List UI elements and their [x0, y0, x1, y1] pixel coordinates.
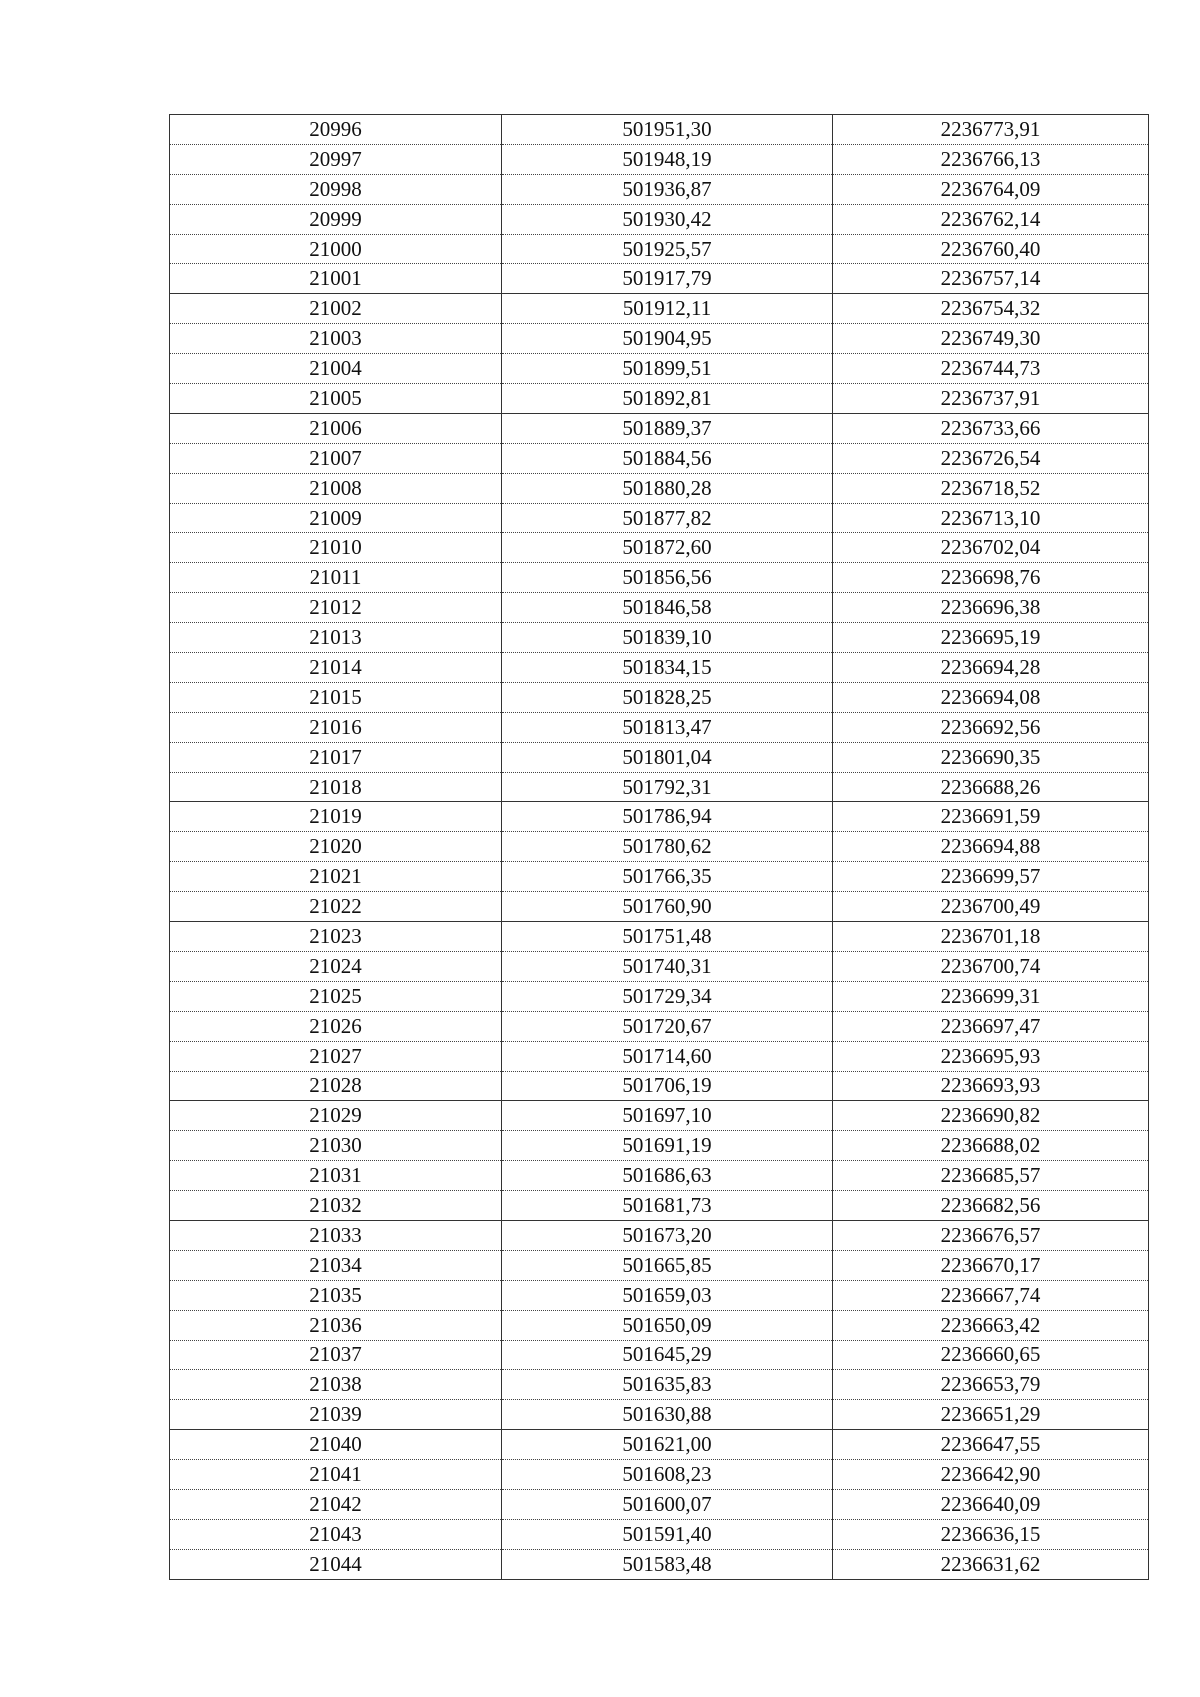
point-number-cell: 21036 [170, 1310, 502, 1340]
table-row [170, 1161, 1149, 1191]
table-row [170, 1460, 1149, 1490]
y-coordinate-cell: 2236676,57 [833, 1220, 1149, 1250]
point-number-cell: 21029 [170, 1101, 502, 1131]
point-number-cell: 21013 [170, 623, 502, 653]
x-coordinate-cell: 501681,73 [502, 1191, 833, 1221]
table-row [170, 1071, 1149, 1101]
table-row [170, 1041, 1149, 1071]
table-row [170, 443, 1149, 473]
point-number-cell: 21030 [170, 1131, 502, 1161]
point-number-cell: 21005 [170, 384, 502, 414]
x-coordinate-cell: 501892,81 [502, 384, 833, 414]
x-coordinate-cell: 501650,09 [502, 1310, 833, 1340]
y-coordinate-cell: 2236636,15 [833, 1519, 1149, 1549]
y-coordinate-cell: 2236660,65 [833, 1340, 1149, 1370]
x-coordinate-cell: 501834,15 [502, 653, 833, 683]
table-row [170, 234, 1149, 264]
point-number-cell: 21021 [170, 862, 502, 892]
x-coordinate-cell: 501899,51 [502, 354, 833, 384]
table-row [170, 682, 1149, 712]
table-row [170, 1101, 1149, 1131]
x-coordinate-cell: 501846,58 [502, 593, 833, 623]
y-coordinate-cell: 2236762,14 [833, 204, 1149, 234]
table-row [170, 204, 1149, 234]
point-number-cell: 21039 [170, 1400, 502, 1430]
x-coordinate-cell: 501839,10 [502, 623, 833, 653]
y-coordinate-cell: 2236733,66 [833, 413, 1149, 443]
table-row [170, 1310, 1149, 1340]
table-row [170, 1340, 1149, 1370]
point-number-cell: 21027 [170, 1041, 502, 1071]
x-coordinate-cell: 501801,04 [502, 742, 833, 772]
x-coordinate-cell: 501686,63 [502, 1161, 833, 1191]
x-coordinate-cell: 501889,37 [502, 413, 833, 443]
point-number-cell: 20998 [170, 174, 502, 204]
point-number-cell: 21010 [170, 533, 502, 563]
y-coordinate-cell: 2236699,31 [833, 981, 1149, 1011]
y-coordinate-cell: 2236688,26 [833, 772, 1149, 802]
y-coordinate-cell: 2236694,88 [833, 832, 1149, 862]
point-number-cell: 21008 [170, 473, 502, 503]
table-row [170, 413, 1149, 443]
x-coordinate-cell: 501813,47 [502, 712, 833, 742]
y-coordinate-cell: 2236694,08 [833, 682, 1149, 712]
x-coordinate-cell: 501828,25 [502, 682, 833, 712]
table-row [170, 892, 1149, 922]
x-coordinate-cell: 501917,79 [502, 264, 833, 294]
x-coordinate-cell: 501904,95 [502, 324, 833, 354]
point-number-cell: 21041 [170, 1460, 502, 1490]
x-coordinate-cell: 501691,19 [502, 1131, 833, 1161]
point-number-cell: 21042 [170, 1489, 502, 1519]
x-coordinate-cell: 501645,29 [502, 1340, 833, 1370]
x-coordinate-cell: 501706,19 [502, 1071, 833, 1101]
x-coordinate-cell: 501930,42 [502, 204, 833, 234]
x-coordinate-cell: 501591,40 [502, 1519, 833, 1549]
table-row [170, 1519, 1149, 1549]
table-row [170, 1131, 1149, 1161]
point-number-cell: 21043 [170, 1519, 502, 1549]
y-coordinate-cell: 2236640,09 [833, 1489, 1149, 1519]
x-coordinate-cell: 501608,23 [502, 1460, 833, 1490]
y-coordinate-cell: 2236651,29 [833, 1400, 1149, 1430]
table-row [170, 951, 1149, 981]
point-number-cell: 21022 [170, 892, 502, 922]
y-coordinate-cell: 2236749,30 [833, 324, 1149, 354]
y-coordinate-cell: 2236691,59 [833, 802, 1149, 832]
table-row [170, 1250, 1149, 1280]
point-number-cell: 21040 [170, 1430, 502, 1460]
x-coordinate-cell: 501948,19 [502, 144, 833, 174]
table-row [170, 115, 1149, 145]
y-coordinate-cell: 2236690,35 [833, 742, 1149, 772]
y-coordinate-cell: 2236631,62 [833, 1549, 1149, 1579]
x-coordinate-cell: 501729,34 [502, 981, 833, 1011]
x-coordinate-cell: 501740,31 [502, 951, 833, 981]
point-number-cell: 21015 [170, 682, 502, 712]
x-coordinate-cell: 501630,88 [502, 1400, 833, 1430]
y-coordinate-cell: 2236642,90 [833, 1460, 1149, 1490]
y-coordinate-cell: 2236697,47 [833, 1011, 1149, 1041]
table-row [170, 742, 1149, 772]
table-row [170, 264, 1149, 294]
y-coordinate-cell: 2236670,17 [833, 1250, 1149, 1280]
y-coordinate-cell: 2236682,56 [833, 1191, 1149, 1221]
coordinates-table [169, 114, 1149, 1580]
x-coordinate-cell: 501583,48 [502, 1549, 833, 1579]
table-row [170, 324, 1149, 354]
x-coordinate-cell: 501659,03 [502, 1280, 833, 1310]
y-coordinate-cell: 2236702,04 [833, 533, 1149, 563]
point-number-cell: 21002 [170, 294, 502, 324]
table-row [170, 653, 1149, 683]
point-number-cell: 21014 [170, 653, 502, 683]
y-coordinate-cell: 2236690,82 [833, 1101, 1149, 1131]
table-row [170, 981, 1149, 1011]
point-number-cell: 21033 [170, 1220, 502, 1250]
point-number-cell: 21003 [170, 324, 502, 354]
x-coordinate-cell: 501780,62 [502, 832, 833, 862]
point-number-cell: 21001 [170, 264, 502, 294]
x-coordinate-cell: 501673,20 [502, 1220, 833, 1250]
table-row [170, 503, 1149, 533]
y-coordinate-cell: 2236700,74 [833, 951, 1149, 981]
table-row [170, 832, 1149, 862]
table-row [170, 1400, 1149, 1430]
x-coordinate-cell: 501856,56 [502, 563, 833, 593]
table-row [170, 294, 1149, 324]
y-coordinate-cell: 2236663,42 [833, 1310, 1149, 1340]
point-number-cell: 21020 [170, 832, 502, 862]
point-number-cell: 21044 [170, 1549, 502, 1579]
y-coordinate-cell: 2236737,91 [833, 384, 1149, 414]
table-row [170, 174, 1149, 204]
table-row [170, 473, 1149, 503]
y-coordinate-cell: 2236754,32 [833, 294, 1149, 324]
point-number-cell: 21035 [170, 1280, 502, 1310]
table-row [170, 1489, 1149, 1519]
point-number-cell: 21004 [170, 354, 502, 384]
x-coordinate-cell: 501872,60 [502, 533, 833, 563]
table-row [170, 802, 1149, 832]
x-coordinate-cell: 501760,90 [502, 892, 833, 922]
y-coordinate-cell: 2236653,79 [833, 1370, 1149, 1400]
y-coordinate-cell: 2236693,93 [833, 1071, 1149, 1101]
point-number-cell: 20999 [170, 204, 502, 234]
table-row [170, 922, 1149, 952]
y-coordinate-cell: 2236766,13 [833, 144, 1149, 174]
y-coordinate-cell: 2236696,38 [833, 593, 1149, 623]
table-row [170, 354, 1149, 384]
table-row [170, 533, 1149, 563]
y-coordinate-cell: 2236744,73 [833, 354, 1149, 384]
table-row [170, 384, 1149, 414]
x-coordinate-cell: 501880,28 [502, 473, 833, 503]
point-number-cell: 21007 [170, 443, 502, 473]
point-number-cell: 21034 [170, 1250, 502, 1280]
x-coordinate-cell: 501766,35 [502, 862, 833, 892]
x-coordinate-cell: 501792,31 [502, 772, 833, 802]
x-coordinate-cell: 501925,57 [502, 234, 833, 264]
y-coordinate-cell: 2236694,28 [833, 653, 1149, 683]
table-row [170, 862, 1149, 892]
table-row [170, 1220, 1149, 1250]
point-number-cell: 21012 [170, 593, 502, 623]
y-coordinate-cell: 2236700,49 [833, 892, 1149, 922]
x-coordinate-cell: 501600,07 [502, 1489, 833, 1519]
x-coordinate-cell: 501665,85 [502, 1250, 833, 1280]
y-coordinate-cell: 2236760,40 [833, 234, 1149, 264]
table-row [170, 144, 1149, 174]
table-row [170, 593, 1149, 623]
table-row [170, 1549, 1149, 1579]
y-coordinate-cell: 2236647,55 [833, 1430, 1149, 1460]
point-number-cell: 21028 [170, 1071, 502, 1101]
point-number-cell: 21019 [170, 802, 502, 832]
point-number-cell: 21006 [170, 413, 502, 443]
y-coordinate-cell: 2236688,02 [833, 1131, 1149, 1161]
point-number-cell: 21000 [170, 234, 502, 264]
point-number-cell: 21018 [170, 772, 502, 802]
coordinates-table-body [170, 115, 1149, 1580]
x-coordinate-cell: 501720,67 [502, 1011, 833, 1041]
y-coordinate-cell: 2236713,10 [833, 503, 1149, 533]
x-coordinate-cell: 501635,83 [502, 1370, 833, 1400]
y-coordinate-cell: 2236773,91 [833, 115, 1149, 145]
point-number-cell: 21017 [170, 742, 502, 772]
y-coordinate-cell: 2236718,52 [833, 473, 1149, 503]
point-number-cell: 21016 [170, 712, 502, 742]
y-coordinate-cell: 2236667,74 [833, 1280, 1149, 1310]
point-number-cell: 21024 [170, 951, 502, 981]
x-coordinate-cell: 501621,00 [502, 1430, 833, 1460]
x-coordinate-cell: 501786,94 [502, 802, 833, 832]
x-coordinate-cell: 501936,87 [502, 174, 833, 204]
y-coordinate-cell: 2236701,18 [833, 922, 1149, 952]
y-coordinate-cell: 2236698,76 [833, 563, 1149, 593]
table-row [170, 1280, 1149, 1310]
table-row [170, 1370, 1149, 1400]
point-number-cell: 21038 [170, 1370, 502, 1400]
point-number-cell: 21009 [170, 503, 502, 533]
table-row [170, 1430, 1149, 1460]
point-number-cell: 20996 [170, 115, 502, 145]
y-coordinate-cell: 2236695,19 [833, 623, 1149, 653]
point-number-cell: 20997 [170, 144, 502, 174]
x-coordinate-cell: 501951,30 [502, 115, 833, 145]
point-number-cell: 21031 [170, 1161, 502, 1191]
x-coordinate-cell: 501751,48 [502, 922, 833, 952]
y-coordinate-cell: 2236695,93 [833, 1041, 1149, 1071]
point-number-cell: 21023 [170, 922, 502, 952]
point-number-cell: 21011 [170, 563, 502, 593]
point-number-cell: 21037 [170, 1340, 502, 1370]
table-row [170, 623, 1149, 653]
y-coordinate-cell: 2236726,54 [833, 443, 1149, 473]
table-row [170, 563, 1149, 593]
x-coordinate-cell: 501697,10 [502, 1101, 833, 1131]
x-coordinate-cell: 501912,11 [502, 294, 833, 324]
point-number-cell: 21026 [170, 1011, 502, 1041]
table-row [170, 1191, 1149, 1221]
x-coordinate-cell: 501877,82 [502, 503, 833, 533]
y-coordinate-cell: 2236764,09 [833, 174, 1149, 204]
y-coordinate-cell: 2236699,57 [833, 862, 1149, 892]
x-coordinate-cell: 501714,60 [502, 1041, 833, 1071]
point-number-cell: 21025 [170, 981, 502, 1011]
table-row [170, 1011, 1149, 1041]
y-coordinate-cell: 2236757,14 [833, 264, 1149, 294]
table-row [170, 772, 1149, 802]
table-row [170, 712, 1149, 742]
y-coordinate-cell: 2236692,56 [833, 712, 1149, 742]
point-number-cell: 21032 [170, 1191, 502, 1221]
y-coordinate-cell: 2236685,57 [833, 1161, 1149, 1191]
x-coordinate-cell: 501884,56 [502, 443, 833, 473]
